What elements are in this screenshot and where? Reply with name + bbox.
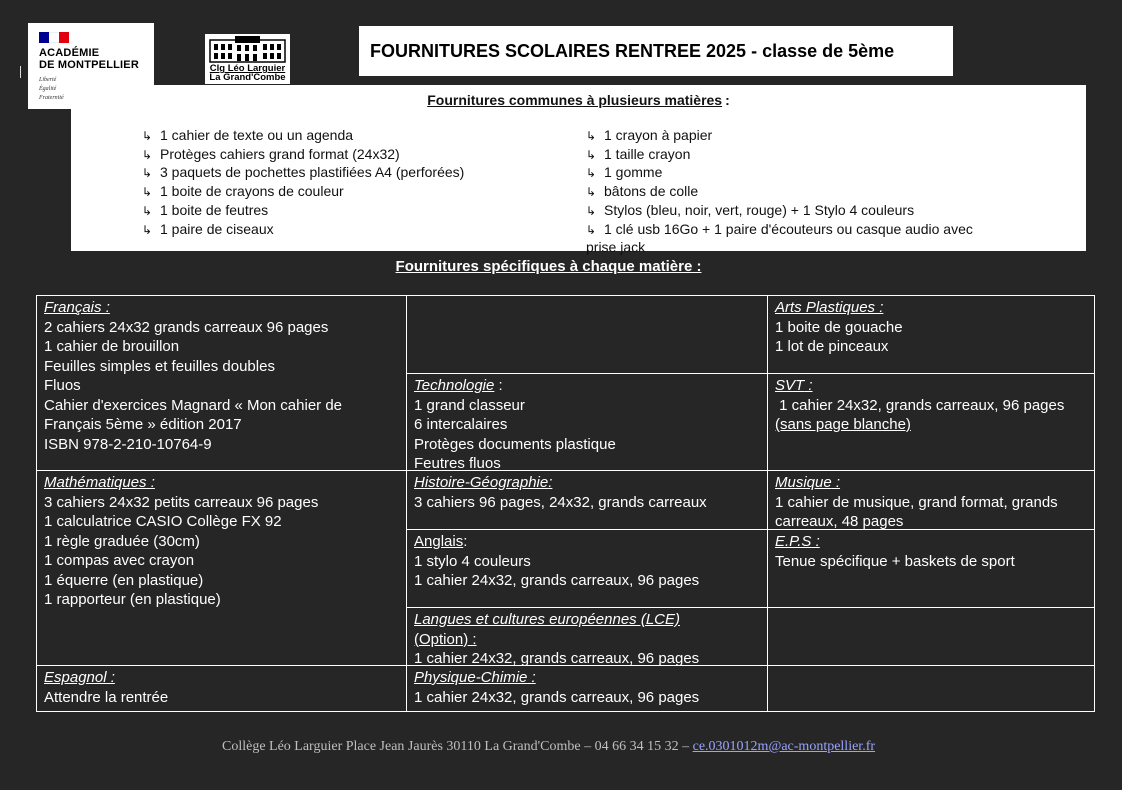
subject-cell-physique-chimie [406, 665, 768, 712]
arrow-icon: ↳ [142, 222, 153, 237]
college-name: Clg Léo Larguier [209, 63, 286, 74]
list-item-text: bâtons de colle [604, 183, 699, 200]
subject-item: Feuilles simples et feuilles doubles [44, 357, 275, 375]
arrow-icon: ↳ [586, 222, 597, 237]
subject-title-suffix: : [463, 533, 468, 550]
list-item-text: 1 crayon à papier [604, 127, 713, 143]
subject-title: Anglais [414, 533, 464, 550]
subject-title-suffix: : [527, 669, 536, 686]
arrow-icon: ↳ [142, 147, 153, 162]
academie-name-line2: DE MONTPELLIER [39, 59, 139, 71]
subject-cell-lce [406, 607, 768, 666]
footer-address: Collège Léo Larguier Place Jean Jaurès 30110 La Grand'Combe – 04 66 34 15 32 – [221, 739, 693, 754]
subject-title: Mathématiques [44, 474, 147, 491]
subject-title: Espagnol [44, 669, 107, 686]
subject-title-suffix: : [101, 299, 110, 316]
footer-contact [0, 739, 1097, 755]
subject-title-suffix: : [875, 299, 884, 316]
list-item [142, 127, 464, 146]
arrow-icon: ↳ [586, 203, 597, 218]
subject-item: 1 calculatrice CASIO Collège FX 92 [44, 513, 282, 530]
common-supplies-heading [71, 92, 1086, 108]
subject-cell-espagnol [36, 665, 407, 712]
arrow-icon: ↳ [586, 129, 597, 143]
subject-item: 3 cahiers 96 pages, 24x32, grands carreaux [414, 493, 707, 511]
list-item [142, 164, 464, 183]
academie-name-line1: ACADÉMIE [39, 47, 100, 59]
motto-fraternite: Fraternité [39, 95, 64, 101]
list-item-text: 3 paquets de pochettes plastifiées A4 (perforées) [160, 164, 465, 181]
arrow-icon: ↳ [142, 129, 153, 143]
empty-cell [406, 295, 768, 374]
list-item-text: 1 gomme [604, 164, 663, 181]
subject-title: Technologie [414, 377, 495, 394]
list-item-text: 1 cahier de texte ou un agenda [160, 127, 354, 143]
subject-title-suffix: : [811, 533, 820, 550]
subject-cell-francais [36, 295, 407, 471]
list-item [586, 127, 1006, 146]
subject-title: Arts Plastiques [775, 299, 876, 316]
list-item [586, 221, 1006, 257]
college-logo-caption [205, 64, 290, 82]
arrow-icon: ↳ [142, 203, 153, 218]
arrow-icon: ↳ [142, 185, 153, 200]
common-heading-suffix: : [725, 92, 730, 108]
subject-item: Attendre la rentrée [44, 688, 169, 706]
subject-title: Histoire-Géographie [414, 474, 549, 491]
list-item-text: 1 paire de ciseaux [160, 220, 274, 237]
subject-item: Cahier d'exercices Magnard « Mon cahier de Français 5ème » édition 2017 [44, 396, 343, 433]
subject-cell-svt [767, 373, 1095, 471]
list-item-text: 1 taille crayon [604, 145, 691, 162]
list-item-text: Stylos (bleu, noir, vert, rouge) + 1 Stylo 4 couleurs [604, 201, 915, 218]
subject-cell-mathematiques [36, 470, 407, 666]
subject-item: 1 grand classeur [414, 396, 525, 414]
list-item-text: 1 boite de crayons de couleur [160, 183, 344, 200]
list-item [142, 146, 464, 165]
empty-cell [767, 607, 1095, 666]
list-item [586, 146, 1006, 165]
subject-item: 1 cahier de brouillon [44, 338, 180, 355]
empty-cell [767, 665, 1095, 712]
subject-item: 1 cahier de musique, grand format, grands carreaux, 48 pages [775, 493, 1058, 530]
subject-item: 1 cahier 24x32, grands carreaux, 96 pages [775, 396, 1065, 414]
list-item [142, 202, 464, 221]
list-item [142, 183, 464, 202]
subject-title-suffix: : [831, 474, 841, 491]
subject-item: 1 boite de gouache [775, 318, 903, 336]
specific-supplies-heading: Fournitures spécifiques à chaque matière : [395, 258, 702, 275]
subject-item: (sans page blanche) [775, 416, 911, 433]
motto-egalite: Égalité [39, 86, 57, 92]
common-heading-text: Fournitures communes à plusieurs matières [427, 92, 723, 108]
academie-name [39, 47, 154, 71]
college-town: La Grand'Combe [209, 72, 286, 83]
college-logo [205, 34, 290, 84]
flag-blue-stripe [39, 32, 49, 43]
motto-liberte: Liberté [39, 77, 57, 83]
common-supplies-left-list [142, 127, 464, 239]
subject-item: 1 cahier 24x32, grands carreaux, 96 pages [414, 650, 700, 666]
text-cursor [20, 66, 21, 78]
subject-cell-musique [767, 470, 1095, 530]
subject-item: Protèges documents plastique [414, 435, 616, 453]
page-title: FOURNITURES SCOLAIRES RENTREE 2025 - classe de 5ème [359, 26, 953, 76]
arrow-icon: ↳ [142, 166, 153, 181]
list-item-text: Protèges cahiers grand format (24x32) [160, 145, 400, 162]
subject-title: E.P.S [775, 533, 812, 550]
subject-item: 1 stylo 4 couleurs [414, 552, 531, 570]
subject-title-suffix: : [548, 474, 553, 491]
arrow-icon: ↳ [586, 147, 597, 162]
subject-title-option: (Option) : [414, 630, 477, 648]
subject-item: 1 compas avec crayon [44, 552, 195, 569]
subject-title: Musique [775, 474, 832, 491]
subject-title: Physique-Chimie [414, 669, 528, 686]
subject-title-suffix: : [146, 474, 155, 491]
subject-cell-eps [767, 529, 1095, 608]
common-supplies-right-list [586, 127, 1006, 257]
subject-item: 1 équerre (en plastique) [44, 571, 204, 589]
subject-item: 6 intercalaires [414, 416, 508, 433]
subject-item: 1 rapporteur (en plastique) [44, 591, 221, 608]
subject-title-suffix: : [494, 377, 503, 394]
arrow-icon: ↳ [586, 166, 597, 181]
subject-item: Fluos [44, 377, 81, 394]
list-item-text: 1 boite de feutres [160, 201, 269, 218]
common-supplies-section [71, 85, 1086, 256]
subject-title: Langues et cultures européennes (LCE) [414, 611, 681, 628]
flag-white-stripe [49, 32, 59, 43]
list-item [586, 183, 1006, 202]
list-item [586, 164, 1006, 183]
subject-title: SVT [775, 377, 805, 394]
subject-cell-anglais [406, 529, 768, 608]
list-item [142, 221, 464, 240]
college-building-icon [209, 36, 286, 63]
subject-item: 2 cahiers 24x32 grands carreaux 96 pages [44, 318, 329, 336]
footer-email-link[interactable]: ce.0301012m@ac-montpellier.fr [692, 739, 876, 754]
list-item-text: 1 clé usb 16Go + 1 paire d'écouteurs ou casque audio avec prise jack [586, 220, 973, 256]
arrow-icon: ↳ [586, 185, 597, 200]
subject-cell-arts-plastiques [767, 295, 1095, 374]
subject-item: 1 cahier 24x32, grands carreaux, 96 pages [414, 688, 700, 706]
subject-cell-histoire-geographie [406, 470, 768, 530]
subject-item: ISBN 978-2-210-10764-9 [44, 435, 212, 453]
flag-red-stripe [59, 32, 69, 43]
subject-cell-technologie [406, 373, 768, 471]
french-flag-icon [39, 32, 69, 43]
subject-title-suffix: : [804, 377, 813, 394]
list-item [586, 202, 1006, 221]
subject-item: 1 cahier 24x32, grands carreaux, 96 pages [414, 572, 700, 589]
subject-title-suffix: : [106, 669, 115, 686]
subject-item: Feutres fluos [414, 455, 501, 471]
subject-title: Français [44, 299, 102, 316]
subject-item: 1 règle graduée (30cm) [44, 532, 200, 550]
subject-item: Tenue spécifique + baskets de sport [775, 552, 1015, 570]
subject-item: 3 cahiers 24x32 petits carreaux 96 pages [44, 493, 319, 511]
subject-item: 1 lot de pinceaux [775, 338, 889, 355]
